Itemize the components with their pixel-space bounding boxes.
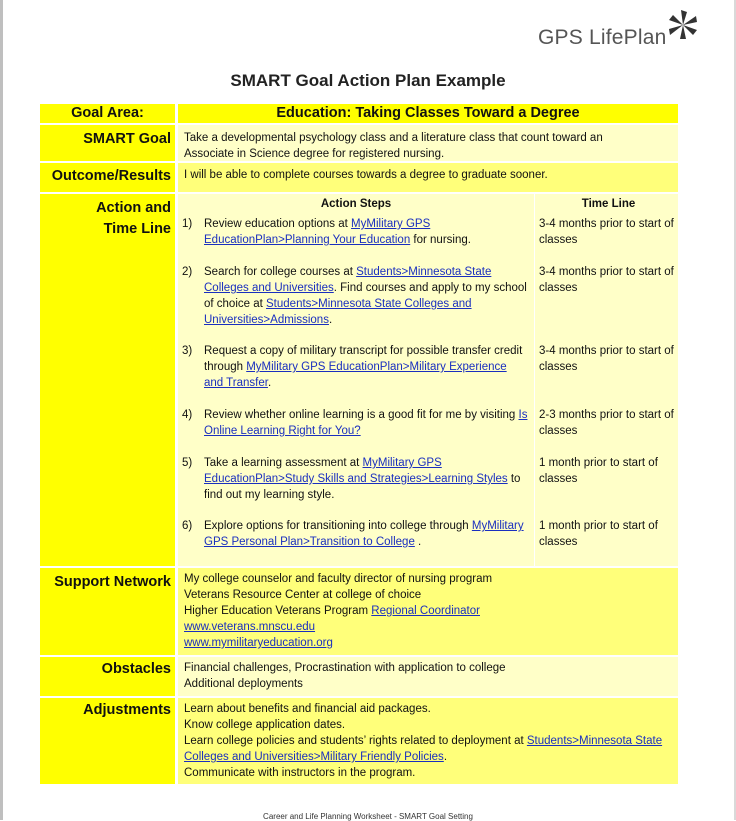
veterans-mnscu-link[interactable]: www.veterans.mnscu.edu	[184, 621, 316, 633]
step-link[interactable]: MyMilitary GPS Personal Plan>Transition to College	[204, 520, 524, 548]
step-link[interactable]: MyMilitary GPS EducationPlan>Study Skills and Strategies>Learning Styles	[204, 457, 508, 485]
smart-goal-label: SMART Goal	[40, 125, 175, 161]
step-text	[204, 518, 534, 558]
smart-goal-line-2: Associate in Science degree for registered nursing.	[184, 148, 445, 160]
action-steps-header: Action Steps	[320, 198, 392, 210]
obstacles-line-2: Additional deployments	[184, 678, 303, 690]
goal-area-value: Education: Taking Classes Toward a Degree	[178, 104, 678, 123]
step-text-pre: Review education options at	[204, 218, 352, 230]
page-left-border	[0, 0, 3, 820]
timeline-column	[534, 194, 678, 566]
action-step	[178, 216, 534, 264]
step-text	[204, 455, 534, 518]
gps-lifeplan-logo	[538, 8, 698, 48]
timeline-header: Time Line	[581, 198, 636, 210]
military-friendly-policies-link[interactable]: Students>Minnesota State Colleges and Universities>Military Friendly Policies	[184, 735, 663, 763]
page-footer: Career and Life Planning Worksheet - SMART Goal Setting	[263, 812, 473, 821]
goal-area-row	[40, 104, 678, 123]
regional-coordinator-link[interactable]: Regional Coordinator	[371, 605, 480, 617]
step-text	[204, 264, 534, 343]
document-title: SMART Goal Action Plan Example	[230, 71, 506, 90]
step-number: 3)	[182, 345, 193, 357]
adjustments-line-4: Communicate with instructors in the program.	[184, 767, 416, 779]
step-number: 5)	[182, 457, 193, 469]
step-text-pre: Request a copy of military transcript for possible transfer credit through	[204, 345, 523, 373]
step-text-post: to find out my learning style.	[204, 473, 521, 501]
step-number: 1)	[182, 218, 193, 230]
step-number: 4)	[182, 409, 193, 421]
support-line-1: My college counselor and faculty director of nursing program	[184, 573, 493, 585]
timeline-entry: 3-4 months prior to start of classes	[539, 345, 674, 373]
action-steps-column	[178, 194, 534, 566]
smart-goal-line-1: Take a developmental psychology class and a literature class that count toward an	[184, 132, 603, 144]
action-label-line-2: Time Line	[103, 221, 171, 237]
support-line-3-text: Higher Education Veterans Program	[184, 605, 372, 617]
smart-goal-text	[178, 125, 678, 161]
outcome-row	[40, 163, 678, 192]
adjustments-line-2: Know college application dates.	[184, 719, 346, 731]
step-text-pre: Review whether online learning is a good fit for me by visiting	[204, 409, 519, 421]
step-number: 6)	[182, 520, 193, 532]
step-text-mid: . Find courses and apply to my school of choice at	[204, 282, 527, 310]
step-text	[204, 407, 534, 455]
action-steps-table	[178, 194, 678, 566]
action-timeline-label	[40, 194, 175, 566]
timeline-entry: 3-4 months prior to start of classes	[539, 266, 674, 294]
timeline-entry: 1 month prior to start of classes	[539, 457, 658, 485]
goal-plan-table	[40, 104, 678, 784]
obstacles-row	[40, 657, 678, 696]
timeline-entry: 3-4 months prior to start of classes	[539, 218, 674, 246]
step-text-post: .	[267, 377, 272, 389]
action-timeline-row	[40, 194, 678, 566]
timeline-entry: 2-3 months prior to start of classes	[539, 409, 674, 437]
adjustments-row	[40, 698, 678, 784]
step-link[interactable]: Students>Minnesota State Colleges and Universities	[204, 266, 492, 294]
adjustments-line-3	[184, 733, 678, 765]
smart-goal-row	[40, 125, 678, 161]
step-text-pre: Take a learning assessment at	[204, 457, 363, 469]
step-text-pre: Search for college courses at	[204, 266, 357, 278]
adjustments-label: Adjustments	[40, 698, 175, 784]
step-text-post: for nursing.	[410, 234, 471, 246]
step-link[interactable]: MyMilitary GPS EducationPlan>Planning Your Education	[204, 218, 431, 246]
step-text	[204, 343, 534, 407]
action-step	[178, 455, 534, 518]
adjustments-line-3-end: .	[443, 751, 448, 763]
step-link-2[interactable]: Students>Minnesota State Colleges and Universities>Admissions	[204, 298, 472, 326]
support-line-3	[184, 603, 678, 619]
action-step	[178, 518, 534, 558]
step-text-post: .	[328, 314, 333, 326]
obstacles-line-1: Financial challenges, Procrastination with application to college	[184, 662, 506, 674]
mymilitaryeducation-link[interactable]: www.mymilitaryeducation.org	[184, 637, 333, 649]
obstacles-label: Obstacles	[40, 657, 175, 696]
step-number: 2)	[182, 266, 193, 278]
adjustments-line-3-text: Learn college policies and students’ rights related to deployment at	[184, 735, 527, 747]
adjustments-line-1: Learn about benefits and financial aid packages.	[184, 703, 431, 715]
action-step	[178, 343, 534, 407]
step-text-post: .	[414, 536, 422, 548]
action-step	[178, 264, 534, 343]
action-step	[178, 407, 534, 455]
outcome-text: I will be able to complete courses towards a degree to graduate sooner.	[178, 163, 678, 192]
logo-text: GPS LifePlan	[538, 26, 667, 49]
support-network-label: Support Network	[40, 568, 175, 655]
support-line-2: Veterans Resource Center at college of choice	[184, 589, 422, 601]
timeline-entry: 1 month prior to start of classes	[539, 520, 658, 548]
support-network-text	[178, 568, 678, 655]
step-link[interactable]: Is Online Learning Right for You?	[204, 409, 528, 437]
support-network-row	[40, 568, 678, 655]
outcome-label: Outcome/Results	[40, 163, 175, 192]
pinwheel-logo-icon	[666, 8, 700, 42]
goal-area-label: Goal Area:	[40, 104, 175, 123]
step-text-pre: Explore options for transitioning into college through	[204, 520, 472, 532]
step-text	[204, 216, 534, 264]
adjustments-text	[178, 698, 678, 784]
action-label-line-1: Action and	[96, 200, 171, 216]
step-link[interactable]: MyMilitary GPS EducationPlan>Military Experience and Transfer	[204, 361, 507, 389]
obstacles-text	[178, 657, 678, 696]
